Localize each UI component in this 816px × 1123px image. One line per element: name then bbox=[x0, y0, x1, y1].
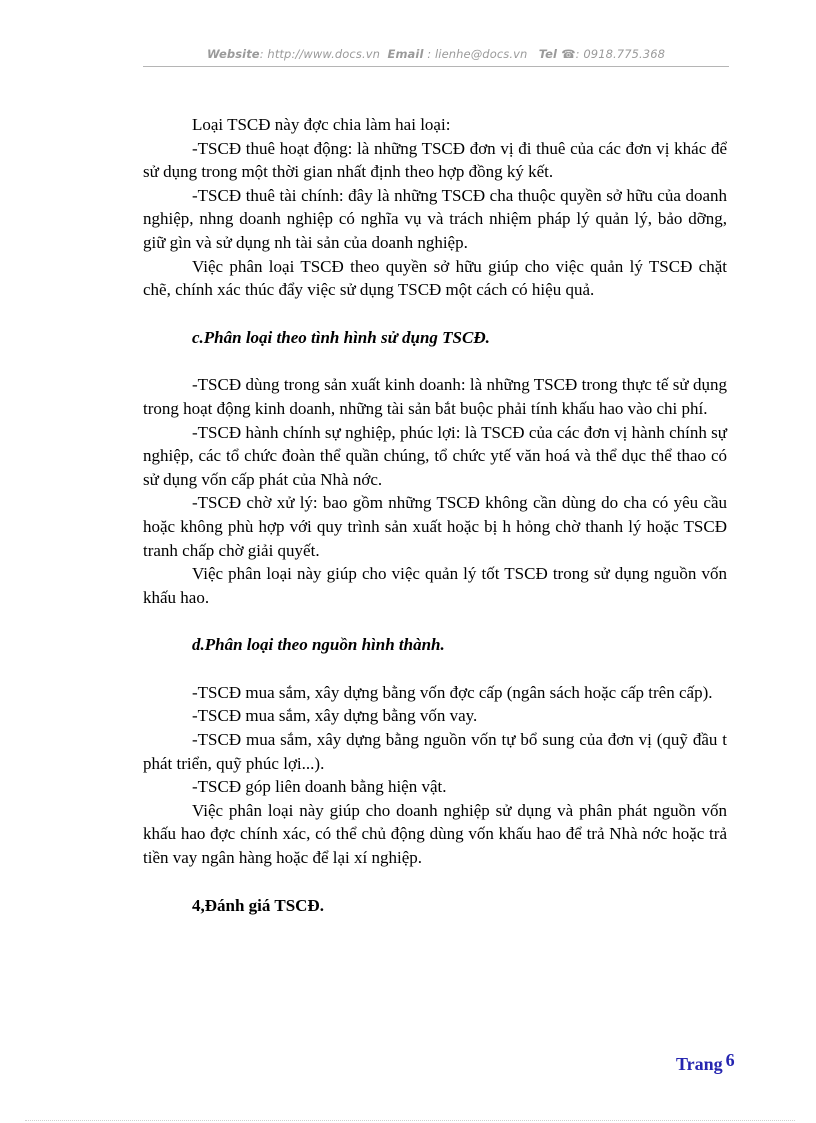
paragraph: -TSCĐ mua sắm, xây dựng bằng nguồn vốn tự bổ sung của đơn vị (quỹ đầu t phát triển, quỹ phúc lợi...). bbox=[143, 730, 727, 773]
page-bottom-border bbox=[25, 1120, 795, 1121]
paragraph: -TSCĐ thuê hoạt động: là những TSCĐ đơn vị đi thuê của các đơn vị khác để sử dụng trong một thời gian nhất định theo hợp đồng ký kết. bbox=[143, 138, 727, 182]
paragraph: -TSCĐ dùng trong sản xuất kinh doanh: là những TSCĐ trong thực tế sử dụng trong hoạt động kinh doanh, những tài sản bắt buộc phải tính khấu hao vào chi phí. bbox=[143, 375, 727, 418]
paragraph: Việc phân loại TSCĐ theo quyền sở hữu giúp cho việc quản lý TSCĐ chặt chẽ, chính xác thúc đẩy việc sử dụng TSCĐ một cách có hiệu quả. bbox=[143, 256, 727, 300]
page-footer bbox=[676, 1050, 735, 1075]
website-url[interactable]: : http://www.docs.vn bbox=[259, 47, 380, 61]
section-heading-c: c.Phân loại theo tình hình sử dụng TSCĐ. bbox=[192, 327, 490, 347]
paragraph: -TSCĐ mua sắm, xây dựng bằng vốn vay. bbox=[192, 706, 478, 726]
website-label: Website bbox=[206, 47, 260, 61]
page-header bbox=[143, 47, 729, 61]
paragraph: -TSCĐ góp liên doanh bằng hiện vật. bbox=[192, 777, 447, 797]
paragraph: Việc phân loại này giúp cho doanh nghiệp sử dụng và phân phát nguồn vốn khấu hao đợc chính xác, có thể chủ động dùng vốn khấu hao để trả Nhà nớc hoặc trả tiền vay ngân hàng hoặc để lại xí nghiệp. bbox=[143, 800, 727, 868]
header-divider bbox=[143, 66, 729, 67]
document-body bbox=[143, 113, 727, 917]
paragraph: -TSCĐ mua sắm, xây dựng bằng vốn đợc cấp (ngân sách hoặc cấp trên cấp). bbox=[192, 682, 713, 702]
paragraph: -TSCĐ thuê tài chính: đây là những TSCĐ cha thuộc quyền sở hữu của doanh nghiệp, nhng doanh nghiệp có nghĩa vụ và trách nhiệm pháp lý quản lý, bảo dỡng, giữ gìn và sử dụng nh tài sản của doanh nghiệp. bbox=[143, 185, 727, 252]
phone-number: : 0918.775.368 bbox=[575, 47, 666, 61]
paragraph: Loại TSCĐ này đợc chia làm hai loại: bbox=[192, 115, 451, 134]
phone-label: Tel ☎ bbox=[538, 47, 576, 61]
paragraph: -TSCĐ hành chính sự nghiệp, phúc lợi: là TSCĐ của các đơn vị hành chính sự nghiệp, các tổ chức đoàn thể quần chúng, tổ chức ytế văn hoá và thể dục thể thao có sử dụng vốn cấp phát của Nhà nớc. bbox=[143, 422, 727, 489]
email-label: Email bbox=[387, 47, 424, 61]
section-heading-4: 4,Đánh giá TSCĐ. bbox=[192, 895, 324, 915]
paragraph: -TSCĐ chờ xử lý: bao gồm những TSCĐ không cần dùng do cha có yêu cầu hoặc không phù hợp với quy trình sản xuất hoặc bị h hỏng chờ thanh lý hoặc TSCĐ tranh chấp chờ giải quyết. bbox=[143, 493, 727, 560]
section-heading-d: d.Phân loại theo nguồn hình thành. bbox=[192, 635, 445, 655]
page-label: Trang bbox=[676, 1054, 723, 1074]
paragraph: Việc phân loại này giúp cho việc quản lý tốt TSCĐ trong sử dụng nguồn vốn khấu hao. bbox=[143, 564, 727, 607]
email-address[interactable]: : lienhe@docs.vn bbox=[423, 47, 528, 61]
page-number: 6 bbox=[725, 1050, 735, 1070]
